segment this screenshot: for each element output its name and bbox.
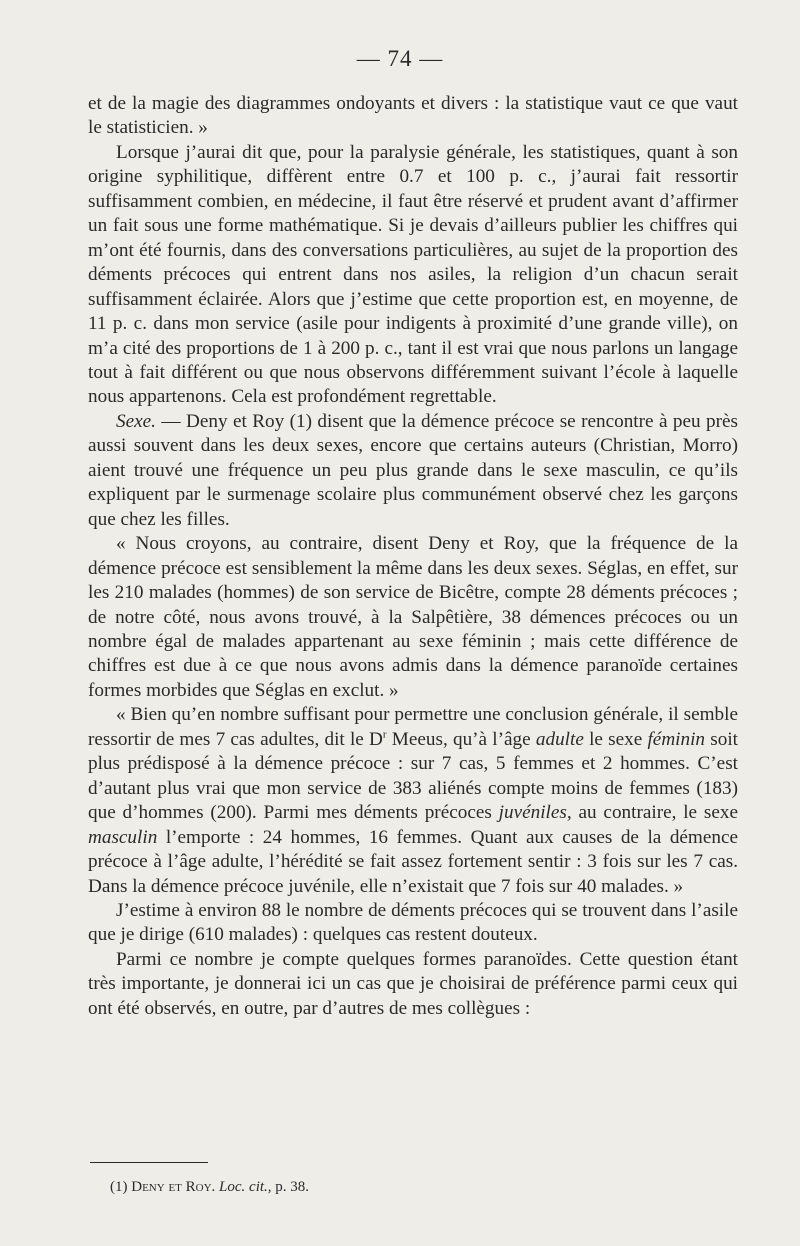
italic-word: juvéniles, <box>498 802 572 824</box>
body-text <box>88 92 738 1021</box>
footnote-marker: (1) <box>110 1179 128 1195</box>
paragraph-4: « Nous croyons, au contraire, disent Deny et Roy, que la fréquence de la démence précoce est sensiblement la même dans les deux sexes. Séglas, en effet, sur les 210 malades (hommes) de son service de Bicêtre, compte 28 déments précoces ; de notre côté, nous avons trouvé, à la Salpêtière, 38 démences précoces ou un nombre égal de malades appartenant au sexe féminin ; mais cette différence de chiffres est due à ce que nous avons admis dans la démence paranoïde certaines formes morbides que Séglas en exclut. » <box>88 533 738 701</box>
paragraph-7: Parmi ce nombre je compte quelques formes paranoïdes. Cette question étant très importante, je donnerai ici un cas que je choisirai de préférence parmi ceux qui ont été observés, en outre, par d’autres de mes collègues : <box>88 948 738 1019</box>
paragraph-5-part: au contraire, le sexe <box>571 802 738 824</box>
footnote-divider <box>90 1162 208 1163</box>
paragraph-5-part: l’emporte : 24 hommes, 16 femmes. Quant aux causes de la démence précoce à l’âge adulte, l’hérédité se fait assez fortement sentir : 3 fois sur les 7 cas. Dans la démence précoce juvénile, elle n’existait que 7 fois sur 40 malades. » <box>88 826 738 897</box>
page-number: — 74 — <box>356 46 444 71</box>
paragraph-1: et de la magie des diagrammes ondoyants et divers : la statistique vaut ce que vaut le statisticien. » <box>88 93 738 139</box>
paragraph-5-part: « Bien qu’en nombre suffisant pour permettre une conclusion générale, il semble ressortir de mes 7 cas adultes, dit le D <box>88 704 738 750</box>
italic-word: adulte <box>535 728 584 750</box>
paragraph-6: J’estime à environ 88 le nombre de déments précoces qui se trouvent dans l’asile que je dirige (610 malades) : quelques cas restent douteux. <box>88 899 738 946</box>
paragraph-5-part: le sexe <box>583 728 648 750</box>
italic-word: féminin <box>647 728 706 750</box>
paragraph-3-text: — Deny et Roy (1) disent que la démence précoce se rencontre à peu près aussi souvent dans les deux sexes, encore que certains auteurs (Christian, Morro) aient trouvé une fréquence un peu plus grande dans le sexe masculin, ce qu’ils expliquent par le surmenage scolaire plus communément observé chez les garçons que chez les filles. <box>88 410 738 530</box>
superscript: r <box>382 728 387 741</box>
footnote <box>110 1177 710 1197</box>
footnote-authors: Deny et Roy. <box>131 1179 216 1195</box>
italic-word: masculin <box>88 826 158 848</box>
footnote-ref: Loc. cit., <box>219 1179 272 1195</box>
paragraph-5-part: Meeus, qu’à l’âge <box>386 728 536 750</box>
footnote-page: p. 38. <box>275 1179 310 1195</box>
paragraph-5 <box>88 703 738 899</box>
paragraph-2: Lorsque j’aurai dit que, pour la paralysie générale, les statistiques, quant à son origine syphilitique, diffèrent entre 0.7 et 100 p. c., j’aurai fait ressortir suffisamment combien, en médecine, il faut être réservé et prudent avant d’affirmer un fait sous une forme mathématique. Si je devais d’ailleurs publier les chiffres qui m’ont été fournis, dans des conversations particulières, au sujet de la proportion des déments précoces qui entrent dans nos asiles, la religion d’un chacun serait suffisamment éclairée. Alors que j’estime que cette proportion est, en moyenne, de 11 p. c. dans mon service (asile pour indigents à proximité d’une grande ville), on m’a cité des proportions de 1 à 200 p. c., tant il est vrai que nous parlons un langage tout à fait différent ou que nous observons différemment suivant l’école à laquelle nous appartenons. Cela est profondément regrettable. <box>88 141 738 408</box>
section-label-sexe: Sexe. <box>116 410 156 432</box>
paragraph-3 <box>88 410 738 532</box>
paragraph-5-part: soit plus prédisposé à la démence précoce : sur 7 cas, 5 femmes et 2 hommes. C’est d’autant plus vrai que mon service de 383 aliénés compte moins de femmes (183) que d’hommes (200). Parmi mes déments précoces <box>88 728 738 824</box>
